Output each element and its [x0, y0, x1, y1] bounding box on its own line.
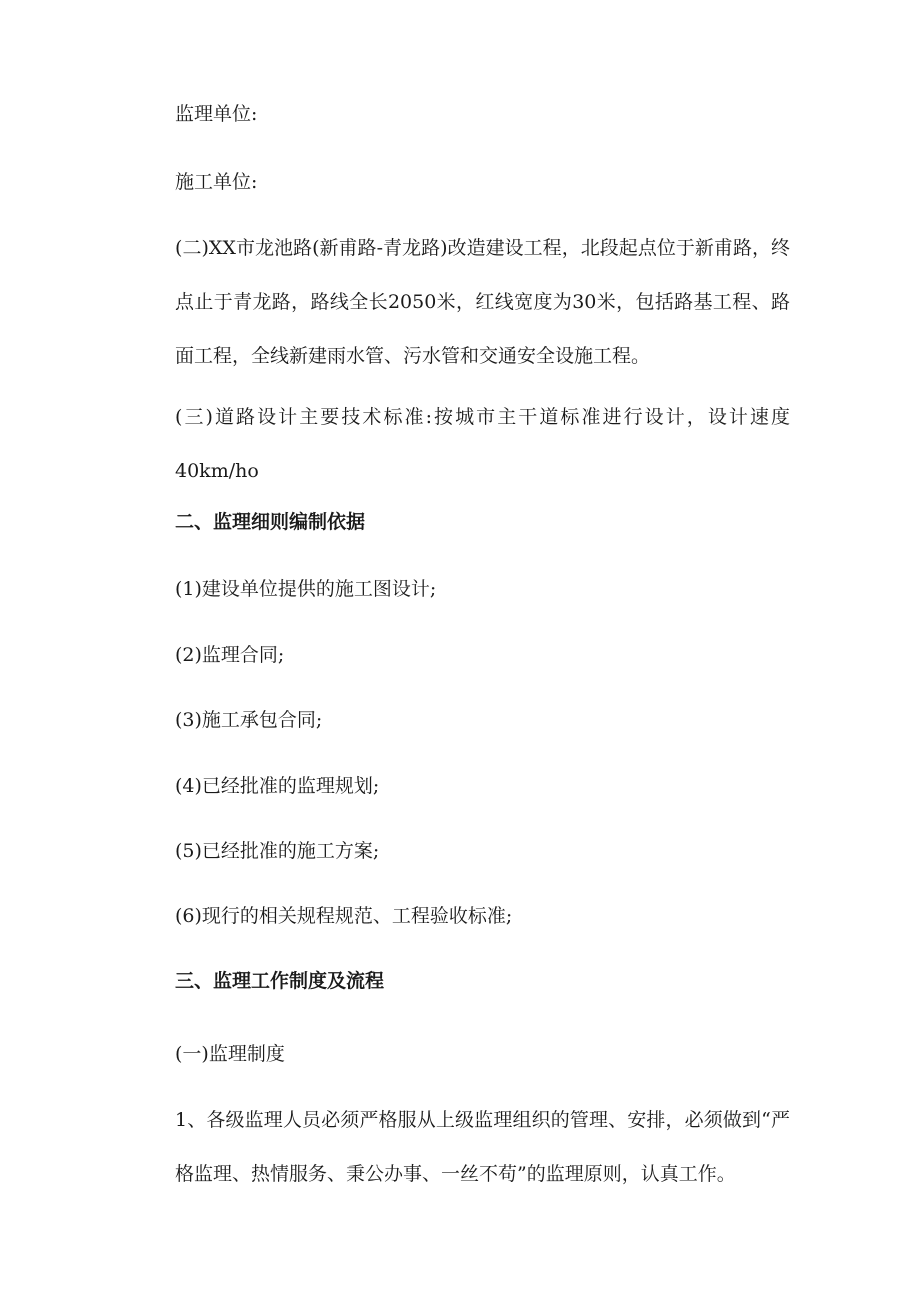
basis-item-5: (5)已经批准的施工方案; — [175, 840, 380, 862]
basis-item-1: (1)建设单位提供的施工图设计; — [175, 578, 437, 600]
rule-paragraph-1: 1、各级监理人员必须严格服从上级监理组织的管理、安排，必须做到“严格监理、热情服务、秉公办事、一丝不苟”的监理原则，认真工作。 — [175, 1109, 790, 1185]
basis-item-3: (3)施工承包合同; — [175, 709, 323, 731]
basis-item-4: (4)已经批准的监理规划; — [175, 775, 380, 797]
supervision-unit-line: 监理单位: — [175, 103, 258, 125]
subheading-supervision-system: (一)监理制度 — [175, 1043, 285, 1065]
section-heading-procedures: 三、监理工作制度及流程 — [175, 970, 385, 992]
design-standard-paragraph: (三)道路设计主要技术标准:按城市主干道标准进行设计，设计速度40km∕ho — [175, 406, 790, 482]
project-description-paragraph: (二)XX市龙池路(新甫路-青龙路)改造建设工程，北段起点位于新甫路，终点止于青龙路，路线全长2050米，红线宽度为30米，包括路基工程、路面工程，全线新建雨水管、污水管和交通安全设施工程。 — [175, 237, 790, 367]
section-heading-basis: 二、监理细则编制依据 — [175, 511, 366, 533]
basis-item-6: (6)现行的相关规程规范、工程验收标准; — [175, 905, 513, 927]
construction-unit-line: 施工单位: — [175, 171, 258, 193]
basis-item-2: (2)监理合同; — [175, 644, 285, 666]
